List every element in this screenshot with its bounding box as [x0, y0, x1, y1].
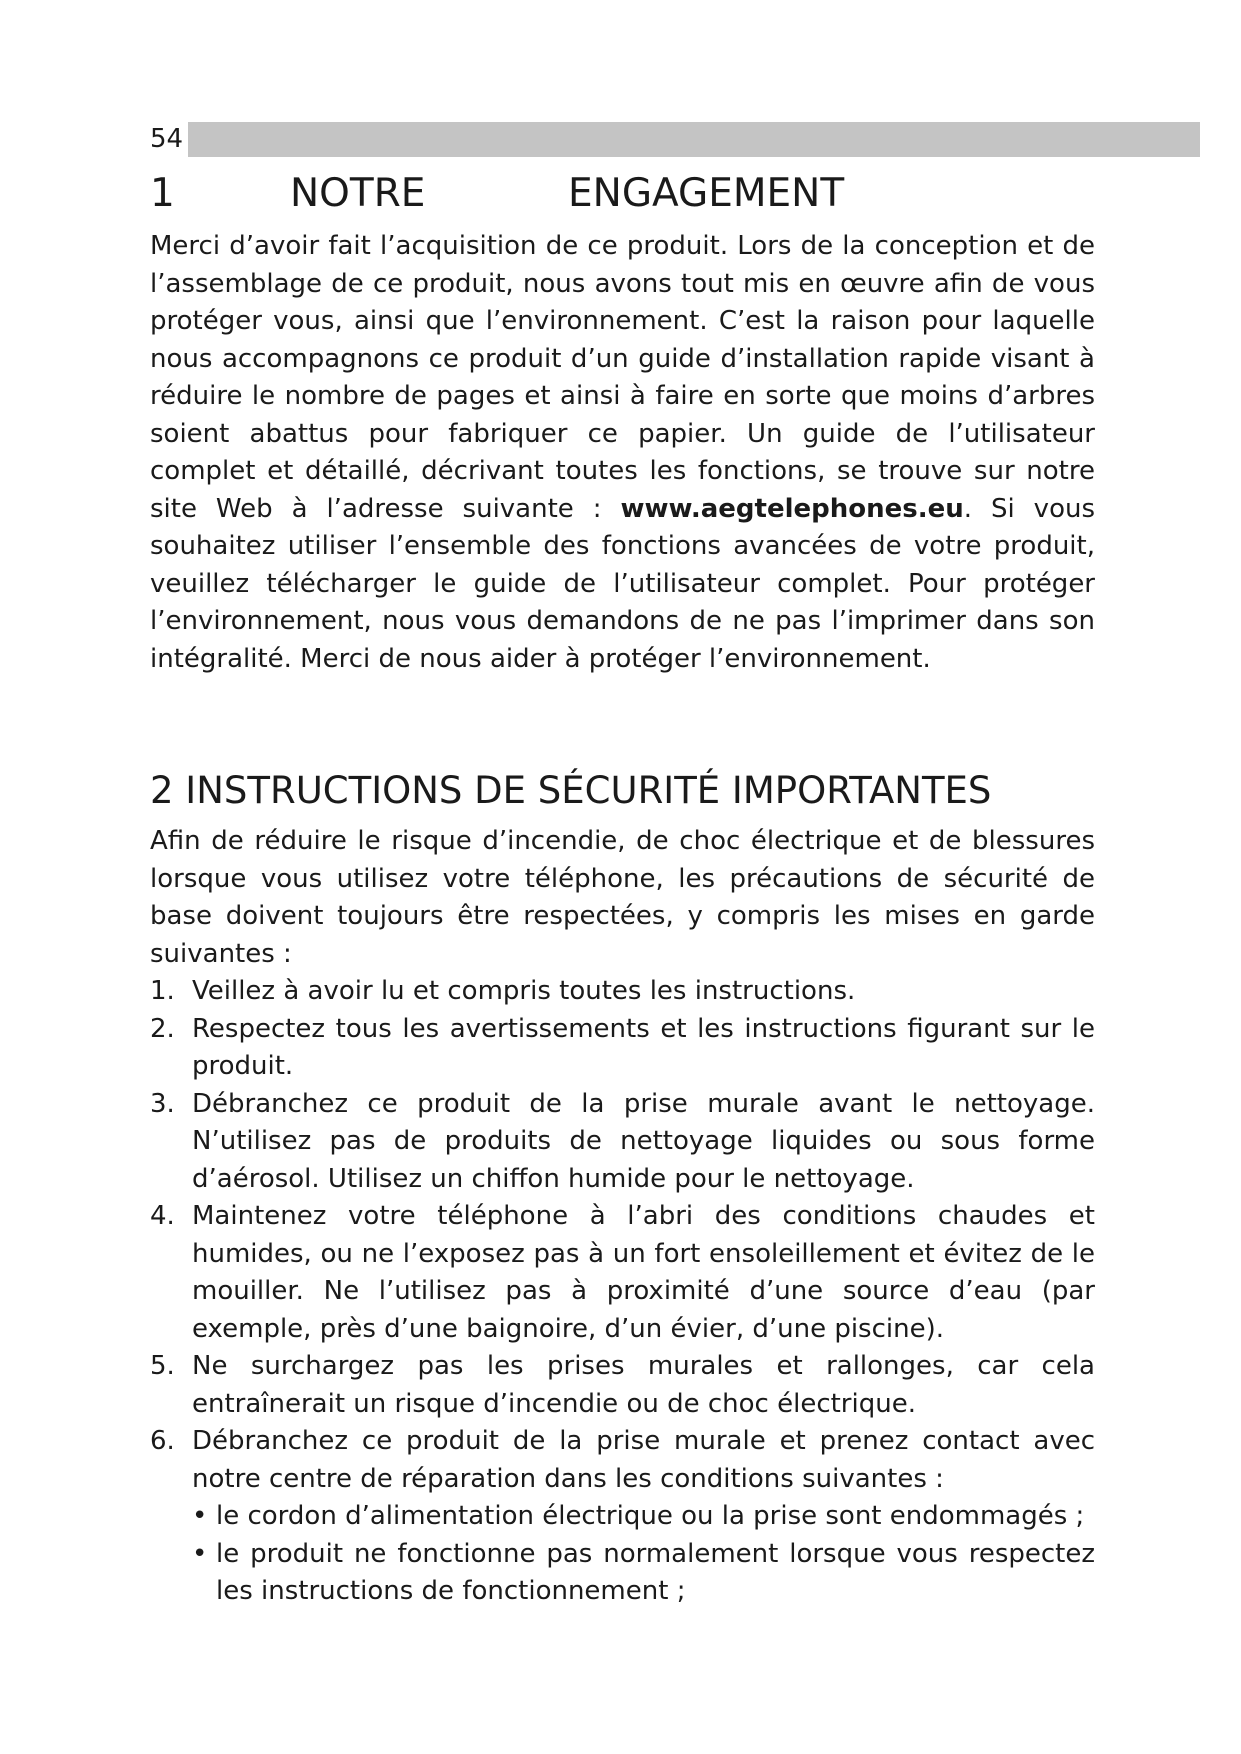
list-item-text: Veillez à avoir lu et compris toutes les instructions. — [192, 976, 856, 1006]
list-item — [150, 1086, 1095, 1199]
paragraph-text-before-url: Merci d’avoir fait l’acquisition de ce produit. Lors de la conception et de l’assemblage de ce produit, nous avons tout mis en œuvre afin de vous protéger vous, ainsi que l’environnement. C’est la raison pour laquelle nous accompagnons ce produit d’un guide d’installation rapide visant à réduire le nombre de pages et ainsi à faire en sorte que moins d’arbres soient abattus pour fabriquer ce papier. Un guide de l’utilisateur complet et détaillé, décrivant toutes les fonctions, se trouve sur notre site Web à l’adresse suivante : — [150, 231, 1095, 524]
list-item-marker: 5. — [150, 1351, 175, 1381]
page-number: 54 — [150, 122, 188, 157]
list-item-text: Respectez tous les avertissements et les instructions figurant sur le produit. — [192, 1013, 1095, 1081]
list-item-marker: 1. — [150, 976, 175, 1006]
section-1-heading — [150, 168, 1150, 220]
section-1-title-word-1: NOTRE — [290, 171, 426, 216]
section-2-intro: Afin de réduire le risque d’incendie, de choc électrique et de blessures lorsque vous utilisez votre téléphone, les précautions de sécurité de base doivent toujours être respectées, y compris les mises en garde suivantes : — [150, 826, 1095, 969]
website-link[interactable]: www.aegtelephones.eu — [620, 493, 964, 524]
bullet-icon: • — [192, 1501, 208, 1531]
paragraph-text-after-url: . Si vous souhaitez utiliser l’ensemble des fonctions avancées de votre produit, veuillez télécharger le guide de l’utilisateur complet. Pour protéger l’environnement, nous vous demandons de ne pas l’imprimer dans son intégralité. Merci de nous aider à protéger l’environnement. — [150, 493, 1095, 674]
list-item-marker: 2. — [150, 1013, 175, 1044]
list-item-marker: 4. — [150, 1201, 175, 1231]
conditions-sublist — [192, 1498, 1095, 1611]
list-item — [150, 1423, 1095, 1611]
section-1-title-word-2: ENGAGEMENT — [568, 171, 845, 216]
list-item-text: Débranchez ce produit de la prise murale avant le nettoyage. N’utilisez pas de produits de nettoyage liquides ou sous forme d’aérosol. Utilisez un chiffon humide pour le nettoyage. — [192, 1088, 1095, 1194]
list-item — [150, 1348, 1095, 1423]
sublist-item-text: le produit ne fonctionne pas normalement lorsque vous respectez les instructions de fonctionnement ; — [216, 1538, 1095, 1606]
list-item — [150, 973, 1095, 1011]
list-item-marker: 6. — [150, 1426, 175, 1456]
header-bar — [150, 122, 1200, 157]
sublist-item — [192, 1498, 1095, 1536]
list-item-text: Débranchez ce produit de la prise murale et prenez contact avec notre centre de réparation dans les conditions suivantes : — [192, 1426, 1095, 1494]
list-item-marker: 3. — [150, 1088, 175, 1119]
safety-instructions-list — [150, 973, 1095, 1611]
list-item — [150, 1198, 1095, 1348]
section-1-number: 1 — [150, 171, 175, 216]
list-item — [150, 1011, 1095, 1086]
sublist-item-text: le cordon d’alimentation électrique ou la prise sont endommagés ; — [216, 1501, 1085, 1531]
section-1-paragraph — [150, 228, 1095, 678]
bullet-icon: • — [192, 1538, 208, 1569]
section-2-heading: 2 INSTRUCTIONS DE SÉCURITÉ IMPORTANTES — [150, 769, 992, 812]
sublist-item — [192, 1536, 1095, 1611]
list-item-text: Ne surchargez pas les prises murales et rallonges, car cela entraînerait un risque d’incendie ou de choc électrique. — [192, 1351, 1095, 1419]
list-item-text: Maintenez votre téléphone à l’abri des conditions chaudes et humides, ou ne l’exposez pas à un fort ensoleillement et évitez de le mouiller. Ne l’utilisez pas à proximité d’une source d’eau (par exemple, près d’une baignoire, d’un évier, d’une piscine). — [192, 1201, 1095, 1344]
